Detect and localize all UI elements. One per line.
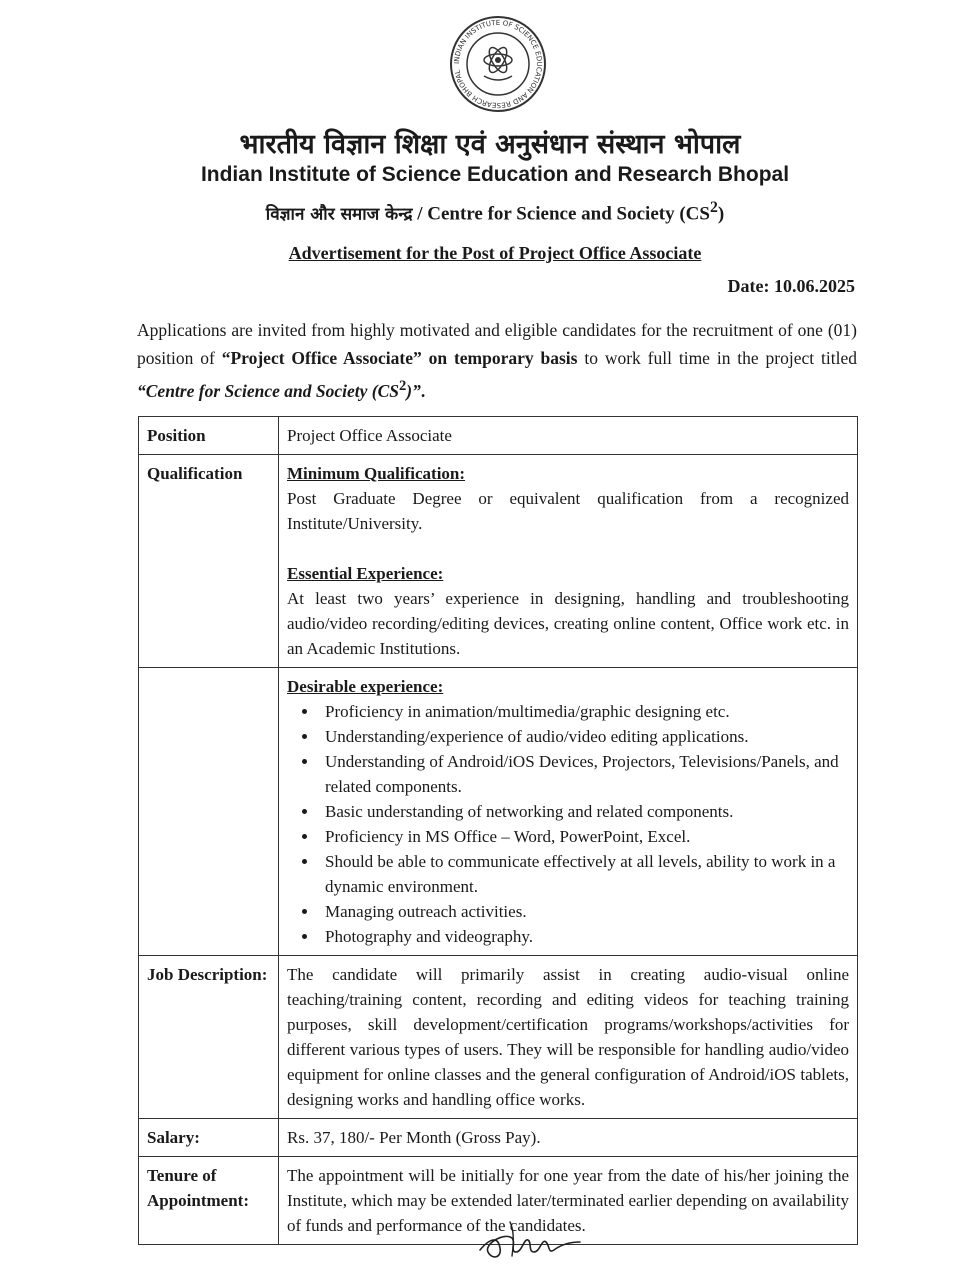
intro-paragraph — [137, 316, 857, 405]
signature — [470, 1208, 590, 1268]
list-item: • Proficiency in MS Office – Word, PowerPoint, Excel. — [319, 824, 849, 849]
desirable-list — [287, 699, 849, 949]
details-table — [138, 416, 858, 1245]
svg-text:INDIAN INSTITUTE OF SCIENCE ED: INDIAN INSTITUTE OF SCIENCE EDUCATION AND RESEARCH BHOPAL — [452, 18, 544, 110]
list-item: • Managing outreach activities. — [319, 899, 849, 924]
desirable-experience-heading: Desirable experience: — [287, 677, 444, 696]
tenure-text: The appointment will be initially for one year from the date of his/her joining the Institute, which may be extended later/terminated earlier depending on availability of funds and performance of the candidates. — [279, 1157, 858, 1245]
table-row-job-description — [139, 956, 858, 1119]
institute-name-hindi: भारतीय विज्ञान शिक्षा एवं अनुसंधान संस्थान भोपाल — [239, 129, 741, 160]
table-row-salary — [139, 1119, 858, 1157]
advertisement-title: Advertisement for the Post of Project Office Associate — [288, 243, 702, 263]
salary-label: Salary: — [139, 1119, 279, 1157]
qualification-label: Qualification — [139, 455, 279, 668]
centre-close: ) — [717, 203, 725, 225]
list-item: • Photography and videography. — [319, 924, 849, 949]
intro-project-title: “Centre for Science and Society (CS — [137, 380, 399, 401]
institute-name-english: Indian Institute of Science Education and Research Bhopal — [200, 163, 790, 186]
intro-post: “Project Office Associate” on temporary basis — [221, 348, 578, 368]
institute-logo — [448, 14, 548, 114]
list-item: • Understanding of Android/iOS Devices, Projectors, Televisions/Panels, and related components. — [319, 749, 849, 799]
intro-project-sup: 2 — [399, 378, 407, 394]
centre-name-hindi: विज्ञान और समाज केन्द्र — [265, 204, 413, 225]
essential-experience-text: At least two years’ experience in designing, handling and troubleshooting audio/video recording/editing devices, creating online content, Office work etc. in an Academic Institutions. — [287, 589, 849, 658]
intro-text-2: to work full time in the project titled — [577, 348, 857, 368]
desirable-cell — [279, 668, 858, 956]
centre-separator: / — [412, 203, 428, 225]
table-row-qualification — [139, 455, 858, 668]
table-row-desirable — [139, 668, 858, 956]
centre-name — [0, 199, 980, 225]
min-qualification-heading: Minimum Qualification: — [287, 464, 466, 483]
position-value: Project Office Associate — [279, 417, 858, 455]
advertisement-date: Date: 10.06.2025 — [727, 276, 855, 296]
centre-superscript: 2 — [709, 199, 718, 216]
intro-text-1: Applications are invited from highly motivated and eligible candidates for the recruitment of one (01) position of — [137, 320, 857, 368]
desirable-label-empty — [139, 668, 279, 956]
job-description-label: Job Description: — [139, 956, 279, 1119]
list-item: • Proficiency in animation/multimedia/graphic designing etc. — [319, 699, 849, 724]
salary-value: Rs. 37, 180/- Per Month (Gross Pay). — [279, 1119, 858, 1157]
min-qualification-text: Post Graduate Degree or equivalent qualification from a recognized Institute/University. — [287, 489, 849, 533]
table-row-position — [139, 417, 858, 455]
centre-name-english: Centre for Science and Society (CS — [427, 203, 710, 225]
list-item: • Understanding/experience of audio/video editing applications. — [319, 724, 849, 749]
position-label: Position — [139, 417, 279, 455]
intro-end: . — [420, 380, 426, 401]
intro-project-close: )” — [406, 380, 421, 401]
tenure-label: Tenure of Appointment: — [139, 1157, 279, 1245]
list-item: • Basic understanding of networking and related components. — [319, 799, 849, 824]
essential-experience-heading: Essential Experience: — [287, 564, 444, 583]
list-item: • Should be able to communicate effectively at all levels, ability to work in a dynamic environment. — [319, 849, 849, 899]
qualification-cell — [279, 455, 858, 668]
job-description-text: The candidate will primarily assist in creating audio-visual online teaching/training content, recording and editing videos for teaching training purposes, skill development/certification programs/workshops/activities for different various types of users. They will be responsible for handling audio/video equipment for online classes and the general configuration of Android/iOS tablets, designing works and handling office works. — [279, 956, 858, 1119]
